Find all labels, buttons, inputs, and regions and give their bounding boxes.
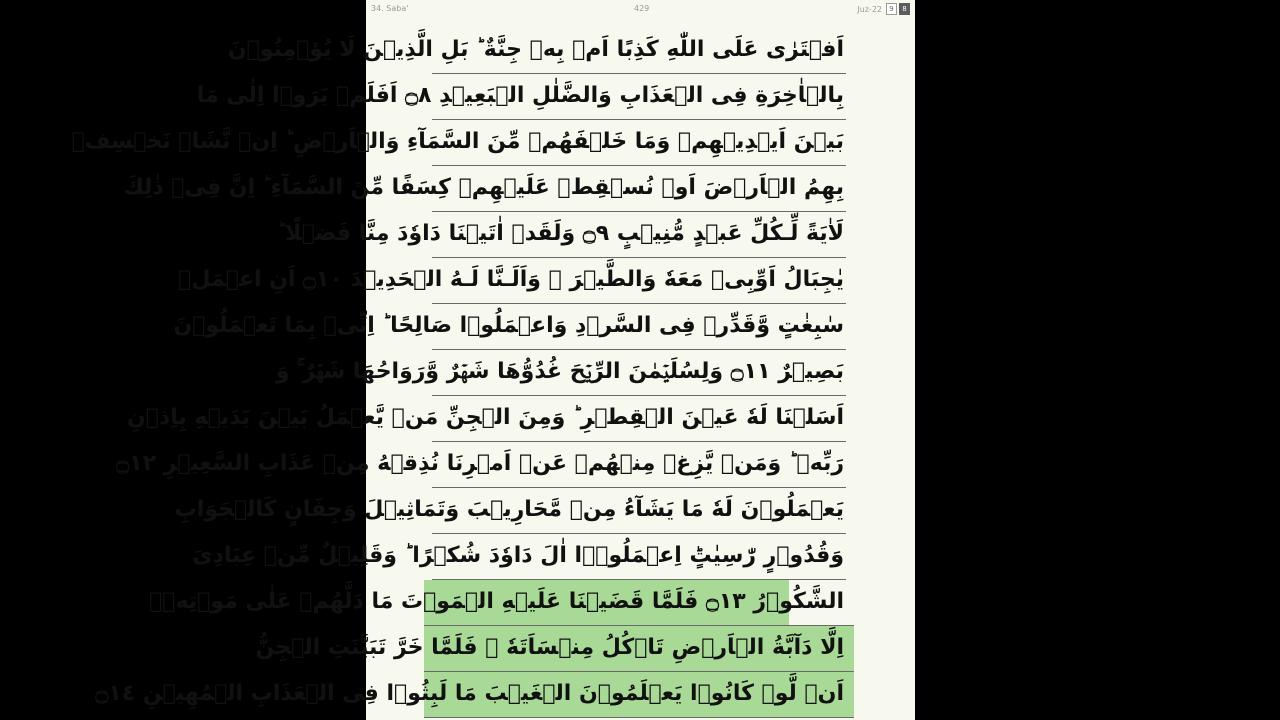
verse-line[interactable]: بِالۡاٰخِرَةِ فِى الۡعَذَابِ وَالضَّلٰلِ الۡبَعِيۡدِ ۝٨ اَفَلَمۡ يَرَوۡا اِلٰى مَا xyxy=(432,74,846,120)
verse-line[interactable]: لَاٰيَةً لِّـكُلِّ عَبۡدٍ مُّنِيۡبٍ ۝٩ وَلَقَدۡ اٰتَيۡنَا دَاوٗدَ مِنَّا فَضۡلًا‌ ؕ xyxy=(432,212,846,258)
hizb-box-current[interactable]: 9 xyxy=(886,3,897,15)
verse-line-highlighted-partial[interactable]: الشَّكُوۡرُ ۝١٣ فَلَمَّا قَضَيۡنَا عَلَيۡهِ الۡمَوۡتَ مَا دَلَّهُمۡ عَلٰى مَوۡتِهٖۤ xyxy=(424,580,854,626)
page-header xyxy=(366,0,915,18)
verse-line[interactable]: اَسَلۡنَا لَهٗ عَيۡنَ الۡقِطۡرِ‌ ؕ وَمِنَ الۡجِنِّ مَنۡ يَّعۡمَلُ بَيۡنَ يَدَيۡهِ بِاِذۡنِ xyxy=(432,396,846,442)
surah-name: 34. Saba' xyxy=(371,4,409,13)
juz-indicator xyxy=(857,3,910,15)
verse-line[interactable]: بَصِيۡرٌ ۝١١ وَلِسُلَيۡمٰنَ الرِّيۡحَ غُدُوُّهَا شَهۡرٌ وَّرَوَاحُهَا شَهۡرٌ‌ ۚ وَ xyxy=(432,350,846,396)
verse-line[interactable]: وَقُدُوۡرٍ رّٰسِيٰتٍ‌ؕ اِعۡمَلُوۡۤا اٰلَ دَاوٗدَ شُكۡرًا‌ ؕ وَقَلِيۡلٌ مِّنۡ عِبَادِىَ xyxy=(432,534,846,580)
verse-line[interactable]: يٰجِبَالُ اَوِّبِىۡ مَعَهٗ وَالطَّيۡرَ‌ ۚ وَاَلَـنَّا لَـهُ الۡحَدِيۡدَ ۝١٠ اَنِ اعۡمَلۡ xyxy=(432,258,846,304)
verse-line[interactable]: بَيۡنَ اَيۡدِيۡهِمۡ وَمَا خَلۡفَهُمۡ مِّنَ السَّمَآءِ وَالۡاَرۡضِ‌ ؕ اِنۡ نَّشَاۡ نَخۡسِفۡ xyxy=(432,120,846,166)
mushaf-page xyxy=(71,0,915,720)
verse-lines xyxy=(71,28,846,718)
verse-line[interactable]: بِهِمُ الۡاَرۡضَ اَوۡ نُسۡقِطۡ عَلَيۡهِمۡ كِسَفًا مِّنَ السَّمَآءِ‌ ؕ اِنَّ فِىۡ ذٰلِكَ xyxy=(432,166,846,212)
verse-line[interactable]: يَعۡمَلُوۡنَ لَهٗ مَا يَشَآءُ مِنۡ مَّحَارِيۡبَ وَتَمَاثِيۡلَ وَجِفَانٍ كَالۡجَوَابِ xyxy=(432,488,846,534)
juz-label: Juz-22 xyxy=(857,4,882,14)
verse-line[interactable]: سٰبِغٰتٍ وَّقَدِّرۡ فِى السَّرۡدِ‌ وَاعۡمَلُوۡا صَالِحًا ‌ؕ اِنِّىۡ بِمَا تَعۡمَلُوۡنَ xyxy=(432,304,846,350)
verse-line-highlighted[interactable]: اِلَّا دَآبَّةُ الۡاَرۡضِ تَاۡكُلُ مِنۡسَاَتَهٗ‌ ۚ فَلَمَّا خَرَّ تَبَيَّنَتِ الۡجِنُّ xyxy=(424,626,854,672)
hizb-box-next[interactable]: 8 xyxy=(899,3,910,15)
verse-line-highlighted[interactable]: اَنۡ لَّوۡ كَانُوۡا يَعۡلَمُوۡنَ الۡغَيۡبَ مَا لَبِثُوۡا فِى الۡعَذَابِ الۡمُهِيۡنِ ۝١٤ xyxy=(424,672,854,718)
verse-line[interactable]: اَفۡتَرٰى عَلَى اللّٰهِ كَذِبًا اَمۡ بِهٖ جِنَّةٌ ‌ؕ بَلِ الَّذِيۡنَ لَا يُؤۡمِنُوۡنَ xyxy=(432,28,846,74)
page-number: 429 xyxy=(634,4,650,13)
verse-line[interactable]: رَبِّهٖ‌ ؕ وَمَنۡ يَّزِغۡ مِنۡهُمۡ عَنۡ اَمۡرِنَا نُذِقۡهُ مِنۡ عَذَابِ السَّعِيۡرِ ۝١٢ xyxy=(432,442,846,488)
